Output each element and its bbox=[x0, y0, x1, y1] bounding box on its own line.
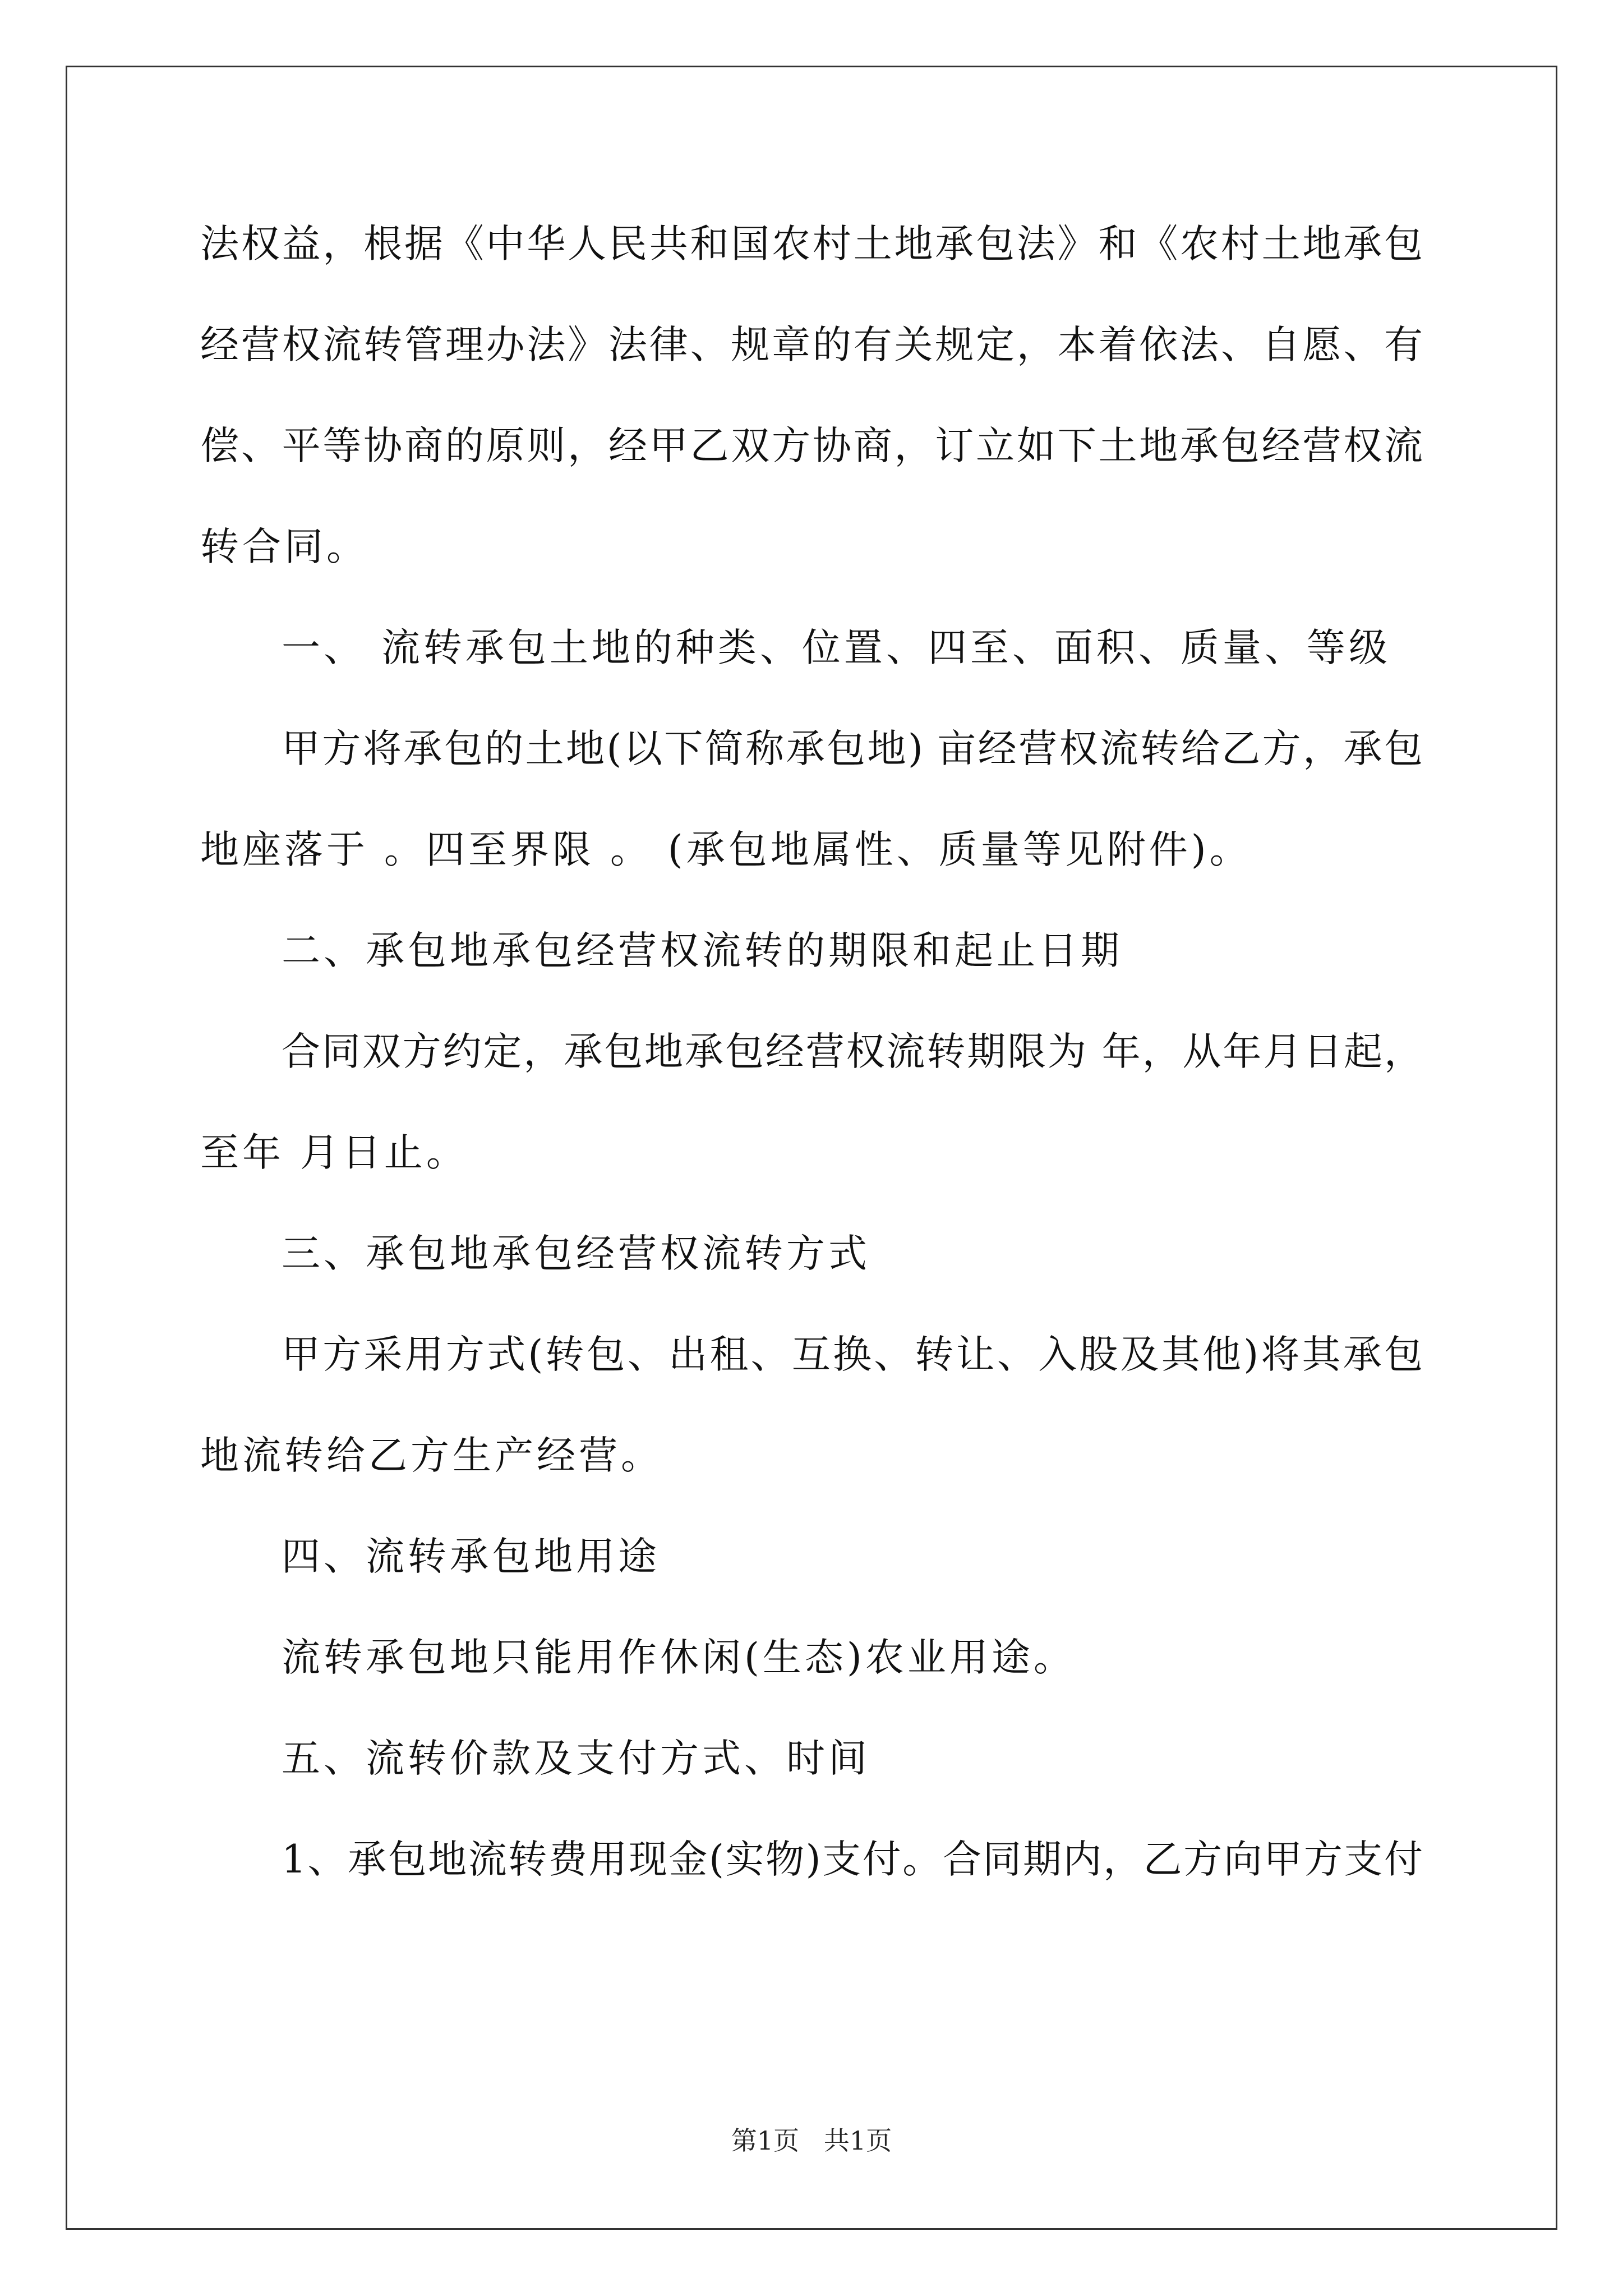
section-heading-2: 二、承包地承包经营权流转的期限和起止日期 bbox=[282, 928, 1123, 973]
text-line-7: 地座落于 。四至界限 。 (承包地属性、质量等见附件)。 bbox=[200, 827, 1252, 872]
text-line-15: 流转承包地只能用作休闲(生态)农业用途。 bbox=[282, 1635, 1076, 1680]
section-heading-5: 五、流转价款及支付方式、时间 bbox=[282, 1736, 870, 1781]
text-line-1: 法权益，根据《中华人民共和国农村土地承包法》和《农村土地承包 bbox=[200, 222, 1423, 266]
text-line-13: 地流转给乙方生产经营。 bbox=[200, 1433, 663, 1478]
text-line-9: 合同双方约定，承包地承包经营权流转期限为 年，从年月日起， bbox=[282, 1029, 1423, 1074]
text-line-6: 甲方将承包的土地(以下简称承包地) 亩经营权流转给乙方，承包 bbox=[282, 726, 1423, 771]
text-line-3: 偿、平等协商的原则，经甲乙双方协商，订立如下土地承包经营权流 bbox=[200, 424, 1423, 468]
page-footer: 第1页 共1页 bbox=[731, 2125, 892, 2156]
text-line-17: 1、承包地流转费用现金(实物)支付。合同期内，乙方向甲方支付 bbox=[282, 1837, 1423, 1882]
section-heading-3: 三、承包地承包经营权流转方式 bbox=[282, 1231, 870, 1276]
text-line-2: 经营权流转管理办法》法律、规章的有关规定，本着依法、自愿、有 bbox=[200, 323, 1423, 367]
section-heading-1: 一、 流转承包土地的种类、位置、四至、面积、质量、等级 bbox=[282, 625, 1391, 670]
text-line-12: 甲方采用方式(转包、出租、互换、转让、入股及其他)将其承包 bbox=[282, 1332, 1423, 1377]
text-line-10: 至年 月日止。 bbox=[200, 1130, 468, 1175]
section-heading-4: 四、流转承包地用途 bbox=[282, 1534, 660, 1579]
text-line-4: 转合同。 bbox=[200, 524, 368, 569]
